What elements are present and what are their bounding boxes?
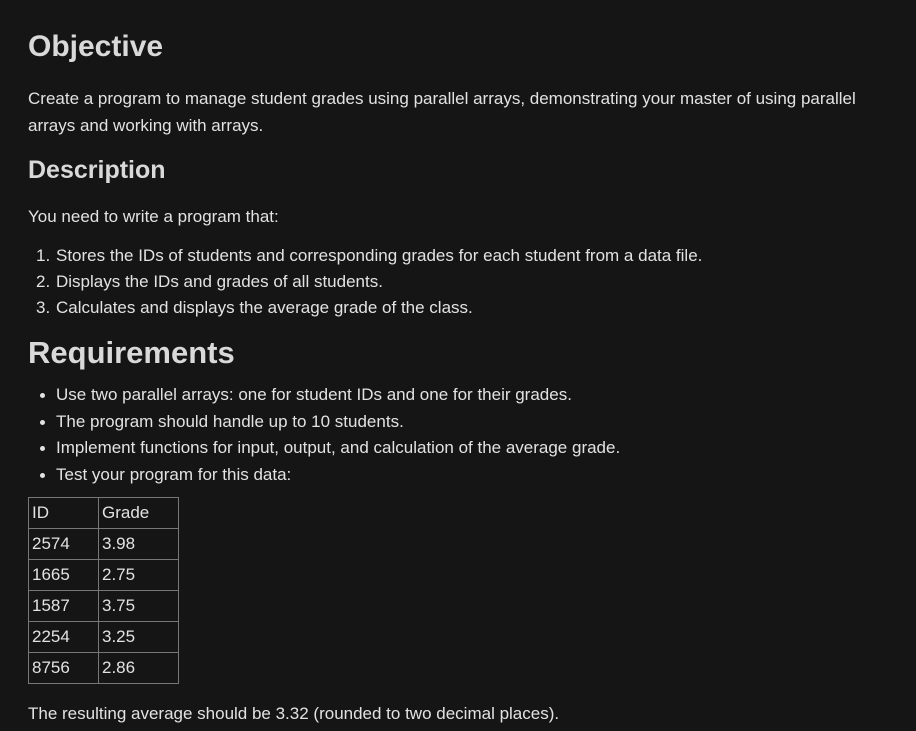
bullet-icon (40, 420, 45, 425)
step-number: 1. (36, 246, 51, 265)
bullet-icon (40, 473, 45, 478)
step-text: Displays the IDs and grades of all students. (56, 272, 383, 291)
step-item (28, 295, 702, 321)
requirements-heading: Requirements (28, 335, 235, 370)
objective-text: Create a program to manage student grades using parallel arrays, demonstrating your master of using parallel arrays and working with arrays. (28, 89, 856, 135)
step-number: 2. (36, 272, 51, 291)
table-cell: 1587 (29, 591, 99, 622)
bullet-icon (40, 393, 45, 398)
objective-heading: Objective (28, 30, 164, 63)
table-header-row (29, 498, 179, 529)
table-cell: 2254 (29, 622, 99, 653)
bullet-icon (40, 446, 45, 451)
table-cell: 8756 (29, 653, 99, 684)
step-item (28, 269, 702, 295)
requirement-text: Use two parallel arrays: one for student IDs and one for their grades. (56, 385, 572, 404)
requirement-text: Test your program for this data: (56, 464, 292, 484)
table-cell: 2574 (29, 529, 99, 560)
requirement-item (28, 435, 620, 462)
table-header-cell: Grade (99, 498, 179, 529)
step-text: Calculates and displays the average grade of the class. (56, 298, 473, 317)
grades-table (28, 497, 179, 684)
requirement-item (28, 462, 620, 489)
table-row (29, 653, 179, 684)
table-cell: 2.75 (99, 560, 179, 591)
table-cell: 2.86 (99, 653, 179, 684)
requirement-text: Implement functions for input, output, and calculation of the average grade. (56, 438, 621, 457)
table-row (29, 560, 179, 591)
table-cell: 1665 (29, 560, 99, 591)
requirement-text: The program should handle up to 10 students. (56, 411, 404, 431)
table-row (29, 591, 179, 622)
table-row (29, 529, 179, 560)
table-cell: 3.25 (99, 622, 179, 653)
steps-list (28, 243, 702, 321)
description-intro: You need to write a program that: (28, 207, 279, 226)
table-row (29, 622, 179, 653)
requirement-item (28, 409, 620, 436)
table-header-cell: ID (29, 498, 99, 529)
result-text: The resulting average should be 3.32 (rounded to two decimal places). (28, 704, 560, 723)
step-text: Stores the IDs of students and corresponding grades for each student from a data file. (56, 246, 703, 265)
description-heading: Description (28, 156, 166, 184)
step-item (28, 243, 702, 269)
requirement-item (28, 382, 620, 409)
step-number: 3. (36, 298, 51, 317)
table-cell: 3.75 (99, 591, 179, 622)
requirements-list (28, 382, 620, 488)
table-cell: 3.98 (99, 529, 179, 560)
